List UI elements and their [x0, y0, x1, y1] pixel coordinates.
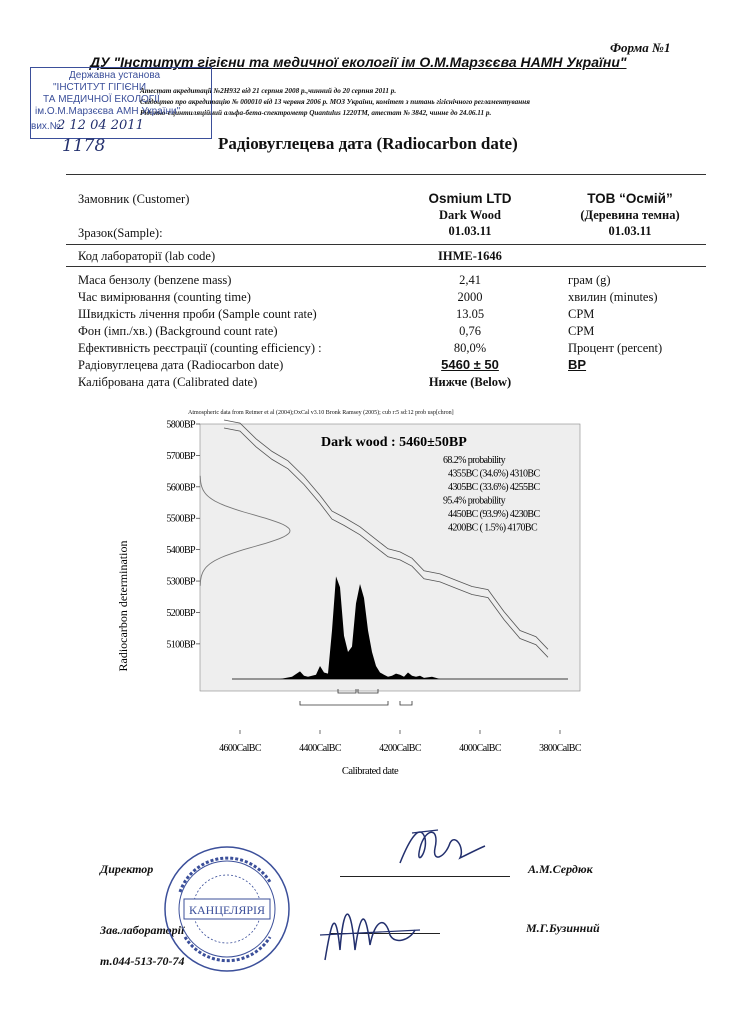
annotation-line: 95.4% probability	[443, 495, 506, 507]
accreditation-line-2: Свідоцтво про акредитацію № 000010 від 13 червня 2006 р. МОЗ України, комітет з питань гігієнічного регламентування	[140, 98, 530, 106]
row-value: 13.05	[455, 307, 485, 321]
sample-date-ua: 01.03.11	[608, 224, 652, 238]
annotation-line: 4450BC (93.9%) 4230BC	[448, 509, 540, 520]
row-label: Радіовуглецева дата (Radiocarbon date)	[78, 358, 284, 372]
lab-head-signature	[315, 890, 425, 970]
annotation-line: 4200BC ( 1.5%) 4170BC	[448, 522, 538, 534]
x-tick-label: 4400CalBC	[299, 743, 341, 754]
calibrated-date-value: Нижче (Below)	[428, 375, 512, 389]
annotation-line: 68.2% probability	[443, 455, 506, 466]
seal-center-text: КАНЦЕЛЯРІЯ	[189, 903, 265, 917]
y-tick-label: 5600BP	[166, 482, 195, 494]
y-tick-label: 5200BP	[166, 607, 195, 619]
row-label: Маса бензолу (benzene mass)	[78, 273, 232, 287]
stamp-incoming-date: 2 12 04 2011	[57, 118, 144, 133]
row-value: 2,41	[459, 273, 481, 287]
lab-head-label: Зав.лабораторії	[100, 923, 185, 937]
x-tick-label: 3800CalBC	[539, 743, 581, 754]
row-label: Код лабораторії (lab code)	[78, 249, 216, 263]
registration-stamp	[30, 67, 212, 139]
sample-date-en: 01.03.11	[448, 224, 492, 238]
divider	[66, 174, 706, 175]
stamp-incoming-prefix: вих.№	[31, 121, 61, 132]
director-name: А.М.Сердюк	[528, 862, 593, 876]
radiocarbon-date-value: 5460 ± 50	[441, 357, 499, 372]
x-axis-label: Calibrated date	[341, 766, 399, 777]
y-axis	[166, 420, 200, 651]
row-value: 80,0%	[453, 341, 487, 355]
accreditation-line-1: Атестат акредитації №2Н932 від 21 серпня 2008 р.,чинний до 20 серпня 2011 р.	[140, 87, 397, 95]
row-unit: CPM	[568, 324, 595, 338]
y-tick-label: 5800BP	[166, 419, 195, 431]
row-unit: CPM	[568, 307, 595, 321]
row-value: 2000	[457, 290, 483, 304]
divider	[66, 266, 706, 267]
form-number: Форма №1	[610, 40, 671, 55]
stamp-line: ім.О.М.Марзєєва АМН України"	[35, 106, 181, 117]
row-value: 0,76	[459, 324, 481, 338]
sample-name-ua: (Деревина темна)	[580, 208, 680, 222]
phone-number: т.044-513-70-74	[100, 954, 185, 968]
plot-title: Dark wood : 5460±50BP	[321, 435, 467, 450]
calibration-chart	[100, 416, 640, 786]
director-label: Директор	[100, 862, 154, 876]
institute-name: ДУ "Інститут гігієни та медичної екології ім О.М.Марзєєва НАМН України"	[90, 54, 627, 70]
customer-label: Замовник (Customer)	[78, 192, 190, 206]
x-axis	[200, 730, 582, 754]
x-tick-label: 4000CalBC	[459, 743, 501, 754]
lab-head-name: М.Г.Бузинний	[526, 921, 600, 935]
row-label: Ефективність реєстрації (counting efficiency) :	[78, 341, 322, 355]
range-95-bracket	[300, 701, 388, 705]
sample-label: Зразок(Sample):	[78, 226, 163, 240]
y-tick-label: 5700BP	[166, 450, 195, 462]
stamp-line: ТА МЕДИЧНОЇ ЕКОЛОГІЇ	[43, 94, 160, 105]
y-tick-label: 5300BP	[166, 576, 195, 588]
y-tick-label: 5400BP	[166, 545, 195, 557]
y-tick-label: 5500BP	[166, 513, 195, 525]
radiocarbon-date-unit: BP	[568, 357, 587, 372]
range-95-bracket	[400, 701, 412, 705]
annotation-line: 4305BC (33.6%) 4255BC	[448, 482, 540, 493]
stamp-incoming-number: 1178	[62, 136, 106, 156]
customer-name-en: Osmium LTD	[428, 191, 512, 206]
row-label: Калібрована дата (Calibrated date)	[78, 375, 258, 389]
page-title: Радіовуглецева дата (Radiocarbon date)	[218, 134, 518, 153]
stamp-line: "ІНСТИТУТ ГІГІЄНИ	[53, 82, 147, 93]
row-label: Фон (імп./хв.) (Background count rate)	[78, 324, 278, 338]
row-label: Швидкість лічення проби (Sample count rate)	[78, 307, 317, 321]
stamp-line: Державна установа	[69, 70, 161, 81]
chart-header: Atmospheric data from Reimer et al (2004);OxCal v3.10 Bronk Ramsey (2005); cub r:5 sd:12 prob usp[chron]	[188, 410, 454, 416]
row-label: Час вимірювання (counting time)	[78, 290, 251, 304]
row-unit: хвилин (minutes)	[568, 290, 658, 304]
annotation-line: 4355BC (34.6%) 4310BC	[448, 468, 540, 480]
director-signature	[390, 818, 490, 878]
row-unit: грам (g)	[568, 273, 611, 287]
y-tick-label: 5100BP	[166, 639, 195, 651]
x-tick-label: 4600CalBC	[219, 743, 261, 754]
y-axis-label: Radiocarbon determination	[116, 540, 130, 672]
x-tick-label: 4200CalBC	[379, 743, 421, 754]
accreditation-line-3: Рідинно-сцинтиляційний альфа-бета-спектрометр Quantulus 1220TM, атестат № 3842, чинне до 24.06.11 р.	[140, 109, 492, 117]
probability-ranges	[300, 689, 412, 705]
sample-name-en: Dark Wood	[439, 208, 501, 222]
divider	[66, 244, 706, 245]
row-unit: Процент (percent)	[568, 341, 663, 355]
row-value: IHME-1646	[438, 249, 502, 263]
office-seal	[160, 842, 295, 977]
customer-name-ua: ТОВ “Осмій”	[587, 191, 673, 206]
